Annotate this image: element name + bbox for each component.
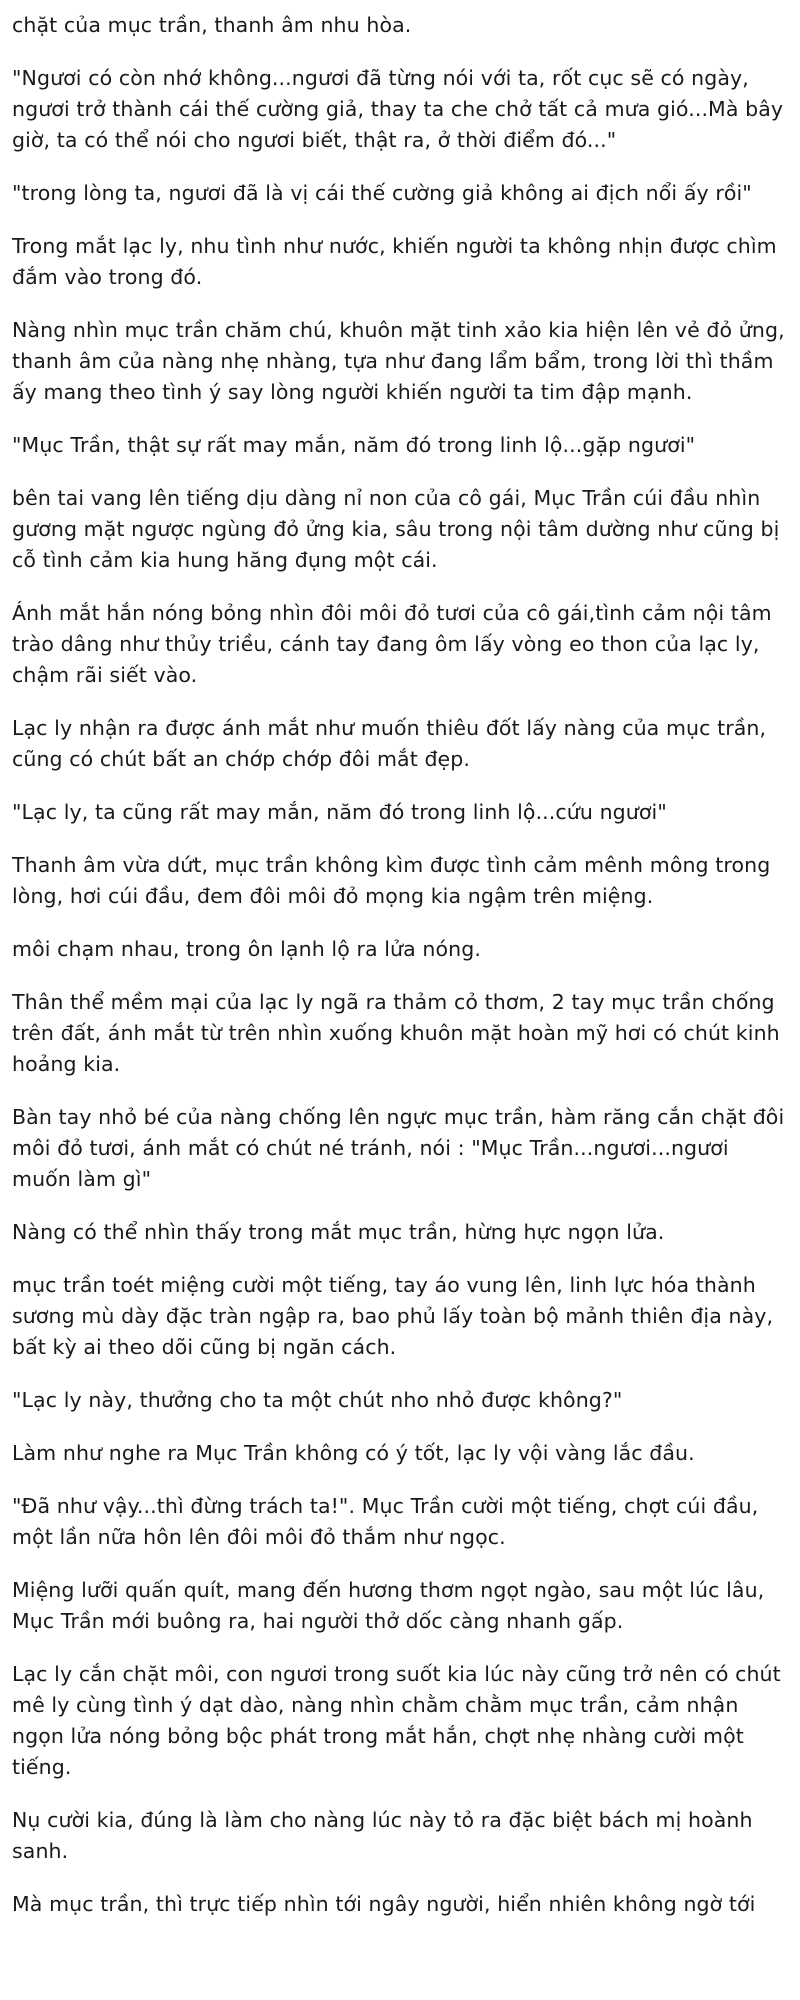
paragraph: "trong lòng ta, ngươi đã là vị cái thế cường giả không ai địch nổi ấy rồi" (12, 181, 752, 205)
paragraph: môi chạm nhau, trong ôn lạnh lộ ra lửa nóng. (12, 937, 481, 961)
paragraph: "Đã như vậy...thì đừng trách ta!". Mục Trần cười một tiếng, chợt cúi đầu, một lần nữa hôn lên đôi môi đỏ thắm như ngọc. (12, 1494, 759, 1549)
paragraph: Lạc ly cắn chặt môi, con ngươi trong suốt kia lúc này cũng trở nên có chút mê ly cùng tình ý dạt dào, nàng nhìn chằm chằm mục trần, cảm nhận ngọn lửa nóng bỏng bộc phát trong mắt hắn, chợt nhẹ nhàng cười một tiếng. (12, 1662, 781, 1779)
paragraph: Nàng nhìn mục trần chăm chú, khuôn mặt tinh xảo kia hiện lên vẻ đỏ ửng, thanh âm của nàng nhẹ nhàng, tựa như đang lẩm bẩm, trong lời thì thầm ấy mang theo tình ý say lòng người khiến người ta tim đập mạnh. (12, 318, 785, 404)
paragraph: Nụ cười kia, đúng là làm cho nàng lúc này tỏ ra đặc biệt bách mị hoành sanh. (12, 1808, 753, 1863)
paragraph: Miệng lưỡi quấn quít, mang đến hương thơm ngọt ngào, sau một lúc lâu, Mục Trần mới buông ra, hai người thở dốc càng nhanh gấp. (12, 1578, 765, 1633)
paragraph: Thân thể mềm mại của lạc ly ngã ra thảm cỏ thơm, 2 tay mục trần chống trên đất, ánh mắt từ trên nhìn xuống khuôn mặt hoàn mỹ hơi có chút kinh hoảng kia. (12, 990, 780, 1076)
paragraph: chặt của mục trần, thanh âm nhu hòa. (12, 13, 412, 37)
paragraph: Ánh mắt hắn nóng bỏng nhìn đôi môi đỏ tươi của cô gái,tình cảm nội tâm trào dâng như thủy triều, cánh tay đang ôm lấy vòng eo thon của lạc ly, chậm rãi siết vào. (12, 601, 772, 687)
paragraph: Nàng có thể nhìn thấy trong mắt mục trần, hừng hực ngọn lửa. (12, 1220, 665, 1244)
paragraph: "Mục Trần, thật sự rất may mắn, năm đó trong linh lộ...gặp ngươi" (12, 433, 696, 457)
paragraph: Bàn tay nhỏ bé của nàng chống lên ngực mục trần, hàm răng cắn chặt đôi môi đỏ tươi, ánh mắt có chút né tránh, nói : "Mục Trần...ngươi...ngươi muốn làm gì" (12, 1105, 785, 1191)
paragraph: "Lạc ly, ta cũng rất may mắn, năm đó trong linh lộ...cứu ngươi" (12, 800, 667, 824)
paragraph: "Ngươi có còn nhớ không...ngươi đã từng nói với ta, rốt cục sẽ có ngày, ngươi trở thành cái thế cường giả, thay ta che chở tất cả mưa gió...Mà bây giờ, ta có thể nói cho ngươi biết, thật ra, ở thời điểm đó..." (12, 66, 784, 152)
paragraph: Lạc ly nhận ra được ánh mắt như muốn thiêu đốt lấy nàng của mục trần, cũng có chút bất an chớp chớp đôi mắt đẹp. (12, 716, 767, 771)
paragraph: "Lạc ly này, thưởng cho ta một chút nho nhỏ được không?" (12, 1388, 623, 1412)
paragraph: Mà mục trần, thì trực tiếp nhìn tới ngây người, hiển nhiên không ngờ tới (12, 1892, 756, 1916)
paragraph: Thanh âm vừa dứt, mục trần không kìm được tình cảm mênh mông trong lòng, hơi cúi đầu, đem đôi môi đỏ mọng kia ngậm trên miệng. (12, 853, 771, 908)
paragraph: Làm như nghe ra Mục Trần không có ý tốt, lạc ly vội vàng lắc đầu. (12, 1441, 695, 1465)
paragraph: mục trần toét miệng cười một tiếng, tay áo vung lên, linh lực hóa thành sương mù dày đặc tràn ngập ra, bao phủ lấy toàn bộ mảnh thiên địa này, bất kỳ ai theo dõi cũng bị ngăn cách. (12, 1273, 774, 1359)
paragraph: Trong mắt lạc ly, nhu tình như nước, khiến người ta không nhịn được chìm đắm vào trong đó. (12, 234, 777, 289)
paragraph: bên tai vang lên tiếng dịu dàng nỉ non của cô gái, Mục Trần cúi đầu nhìn gương mặt ngược ngùng đỏ ửng kia, sâu trong nội tâm dường như cũng bị cỗ tình cảm kia hung hăng đụng một cái. (12, 486, 780, 572)
